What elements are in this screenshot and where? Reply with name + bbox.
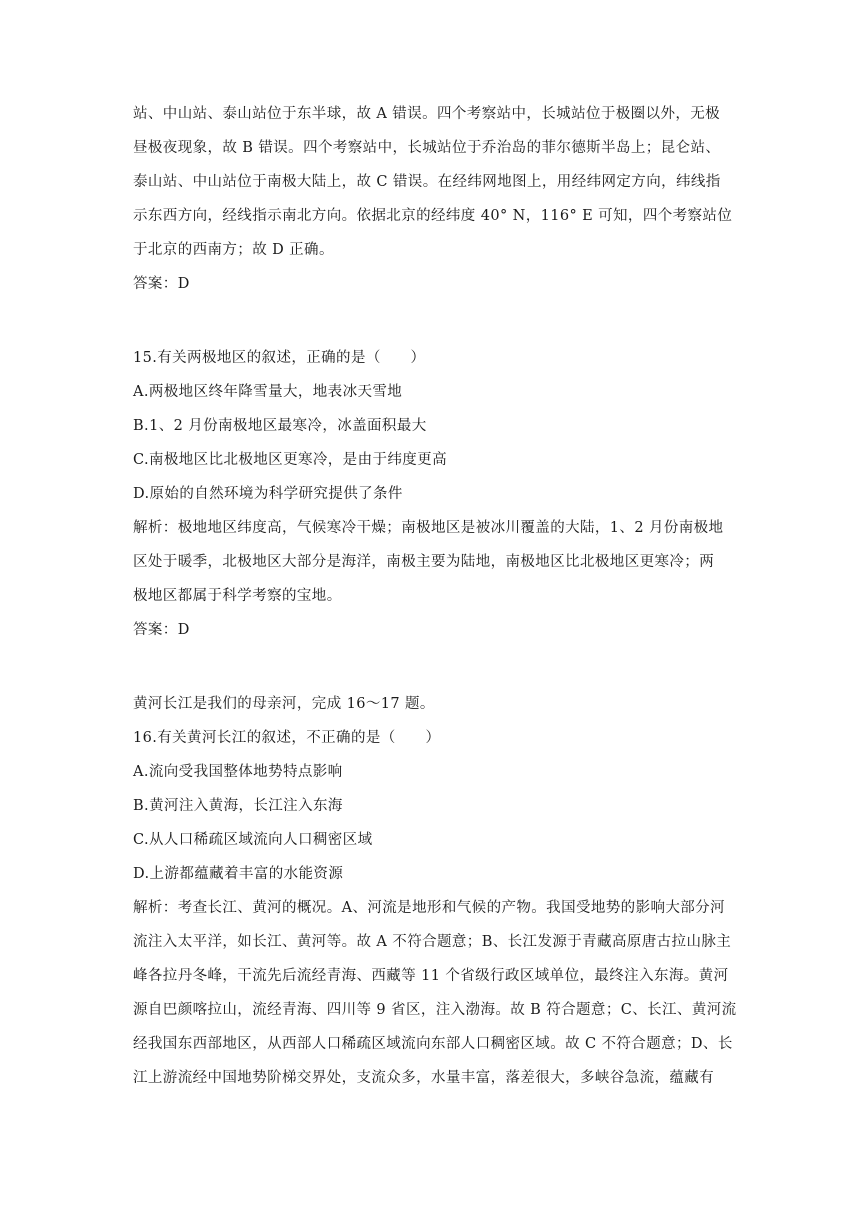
analysis-line: 经我国东西部地区，从西部人口稀疏区域流向东部人口稠密区域。故 C 不符合题意；D、长 [133,1036,733,1052]
option-c: C.从人口稀疏区域流向人口稠密区域 [133,832,373,848]
option-d: D.原始的自然环境为科学研究提供了条件 [133,486,403,502]
document-page [133,104,737,1102]
analysis-line: 源自巴颜喀拉山，流经青海、四川等 9 省区，注入渤海。故 B 符合题意；C、长江、黄河流 [133,1002,737,1018]
paragraph-line: 昼极夜现象，故 B 错误。四个考察站中，长城站位于乔治岛的菲尔德斯半岛上；昆仑站、 [133,140,721,156]
option-a: A.两极地区终年降雪量大，地表冰天雪地 [133,384,403,400]
analysis-line: 江上游流经中国地势阶梯交界处，支流众多，水量丰富，落差很大，多峡谷急流，蕴藏有 [133,1070,715,1086]
option-c: C.南极地区比北极地区更寒冷，是由于纬度更高 [133,452,447,468]
analysis-line: 极地区都属于科学考察的宝地。 [133,588,342,604]
section-intro: 黄河长江是我们的母亲河，完成 16～17 题。 [133,696,435,712]
question-stem: 15.有关两极地区的叙述，正确的是（ ） [133,350,426,366]
analysis-line: 解析：极地地区纬度高，气候寒冷干燥；南极地区是被冰川覆盖的大陆，1、2 月份南极地 [133,520,724,536]
question-stem: 16.有关黄河长江的叙述，不正确的是（ ） [133,730,441,746]
answer-line: 答案：D [133,622,190,638]
analysis-line: 峰各拉丹冬峰，干流先后流经青海、西藏等 11 个省级行政区域单位，最终注入东海。黄河 [133,968,729,984]
option-d: D.上游都蕴藏着丰富的水能资源 [133,866,344,882]
paragraph-line: 于北京的西南方；故 D 正确。 [133,242,334,258]
analysis-line: 流注入太平洋，如长江、黄河等。故 A 不符合题意；B、长江发源于青藏高原唐古拉山脉主 [133,934,732,950]
option-b: B.1、2 月份南极地区最寒冷，冰盖面积最大 [133,418,427,434]
analysis-line: 解析：考查长江、黄河的概况。A、河流是地形和气候的产物。我国受地势的影响大部分河 [133,900,725,916]
analysis-line: 区处于暖季，北极地区大部分是海洋，南极主要为陆地，南极地区比北极地区更寒冷；两 [133,554,715,570]
option-a: A.流向受我国整体地势特点影响 [133,764,343,780]
paragraph-line: 示东西方向，经线指示南北方向。依据北京的经纬度 40° N，116° E 可知，四个考察站位 [133,208,733,224]
paragraph-line: 站、中山站、泰山站位于东半球，故 A 错误。四个考察站中，长城站位于极圈以外，无极 [133,106,721,122]
paragraph-line: 泰山站、中山站位于南极大陆上，故 C 错误。在经纬网地图上，用经纬网定方向，纬线指 [133,174,721,190]
option-b: B.黄河注入黄海，长江注入东海 [133,798,343,814]
answer-line: 答案：D [133,276,190,292]
